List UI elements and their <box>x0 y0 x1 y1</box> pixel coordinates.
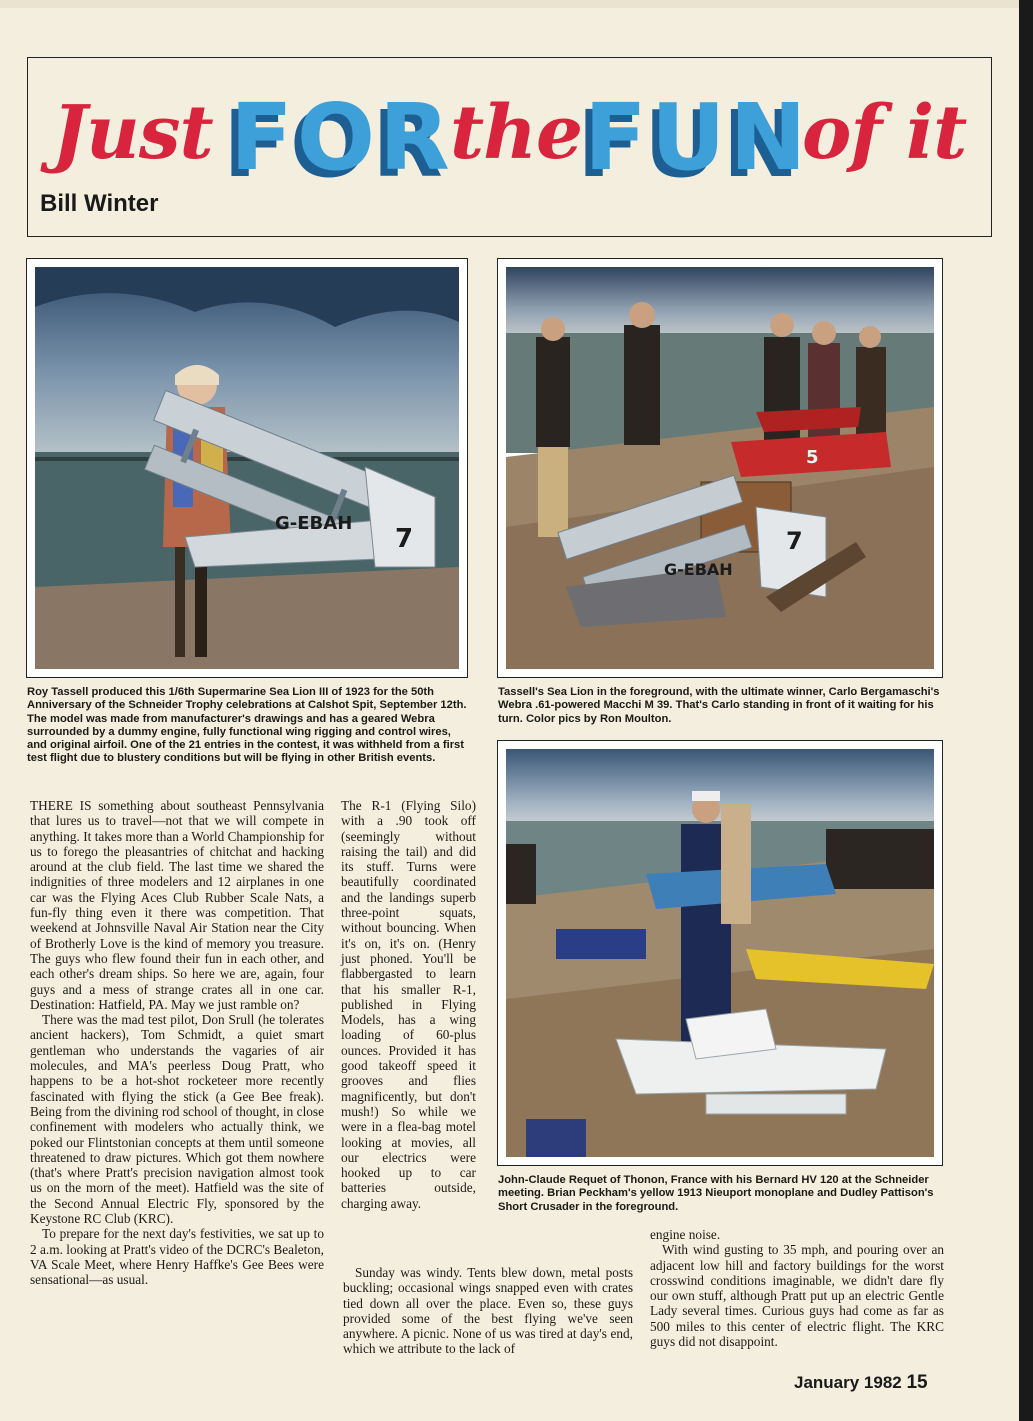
photo3-caption: John-Claude Requet of Thonon, France with his Bernard HV 120 at the Schneider meeting. Brian Peckham's yellow 1913 Nieuport monoplane and Dudley Pattison's Short Crusader in the foreground. <box>498 1174 934 1213</box>
article-column-4 <box>650 1227 944 1349</box>
photo-bernard-hv120 <box>497 740 943 1166</box>
photo1-race-number: 7 <box>395 524 414 554</box>
page-number: 15 <box>906 1372 928 1393</box>
title-word-for: FOR <box>230 84 454 191</box>
byline: Bill Winter <box>40 190 159 217</box>
article-paragraph: To prepare for the next day's festivities, we sat up to 2 a.m. looking at Pratt's video of the DCRC's Bealeton, VA Scale Meet, where Henry Haffke's Gee Bees were sensational—as usual. <box>30 1226 324 1288</box>
photo2-race-number: 7 <box>786 527 803 555</box>
article-paragraph: Sunday was windy. Tents blew down, metal posts buckling; occasional wings snapped even with crates tied down all over the place. Even so, these guys provided some of the best flying we've seen anywhere. A picnic. None of us was tired at day's end, which we attribute to the lack of <box>343 1265 633 1357</box>
photo2-registration-text: G-EBAH <box>664 560 733 579</box>
photo1-image <box>35 267 459 669</box>
photo1-registration-text: G-EBAH <box>275 513 353 534</box>
photo-roy-tassell-sea-lion <box>26 258 468 678</box>
article-column-2 <box>341 798 476 1211</box>
article-paragraph: There was the mad test pilot, Don Srull (he tolerates ancient hackers), Tom Schmidt, a quiet smart gentleman who understands the vagaries of air molecules, and MA's peerless Doug Pratt, who happens to be a hot-shot rocketeer more recently fascinated with flying the stick (a Gee Bee freak). Being from the divining rod school of thought, in close confinement with modelers who actually think, we poked our Flintstonian concepts at them until someone threatened to draw pictures. Which got them nowhere (that's where Pratt's precision navigation almost took us on the morn of the meet). Hatfield was the site of the Second Annual Electric Fly, sponsored by the Keystone RC Club (KRC). <box>30 1012 324 1227</box>
article-paragraph: THERE IS something about southeast Pennsylvania that lures us to travel—not that we will compete in anything. It takes more than a World Championship for us to forego the pleasantries of chitchat and hacking around at the club field. The last time we shared the indignities of three modelers and 12 airplanes in one car was the Flying Aces Club Rubber Scale Nats, a fun-fly thing even it there was competition. That weekend at Johnsville Naval Air Station near the City of Brotherly Love is the kind of memory you treasure. The guys who flew found their fun in each other, and each other's dream ships. So here we are, again, four guys and a mess of strange crates all in one car. Destination: Hatfield, PA. May we just ramble on? <box>30 798 324 1012</box>
article-paragraph: engine noise. <box>650 1227 721 1242</box>
page-top-edge <box>0 0 1033 8</box>
title-word-the: the <box>450 90 583 176</box>
photo2-image <box>506 267 934 669</box>
article-paragraph: With wind gusting to 35 mph, and pouring over an adjacent low hill and factory buildings for the worst crosswind conditions imaginable, we didn't dare fly our own stuff, although Pratt put up an electric Gentle Lady several times. Curious guys had come as far as 500 miles to this center of electric flight. The KRC guys did not disappoint. <box>650 1242 944 1350</box>
article-paragraph: The R-1 (Flying Silo) with a .90 took off (seemingly without raising the tail) and did its stuff. Turns were beautifully coordinated and the landings superb three-point squats, without bouncing. When it's on, it's on. (Henry just phoned. You'll be flabbergasted to learn that his smaller R-1, published in Flying Models, has a wing loading of 60-plus ounces. Provided it has good takeoff speed it grooves and flies magnificently, but don't mush!) So while we were in a flea-bag motel looking at movies, all our electrics were hooked up to car batteries outside, charging away. <box>341 798 476 1211</box>
scan-border <box>1019 0 1033 1421</box>
photo2-caption: Tassell's Sea Lion in the foreground, with the ultimate winner, Carlo Bergamaschi's Webra .61-powered Macchi M 39. That's Carlo standing in front of it waiting for his turn. Color pics by Ron Moulton. <box>498 686 940 725</box>
photo3-image <box>506 749 934 1157</box>
title-word-fun: FUN <box>584 84 811 191</box>
photo-macchi-m39-group <box>497 258 943 678</box>
title-word-just: Just <box>52 90 213 176</box>
issue-date: January 1982 <box>794 1373 902 1392</box>
title-words-of-it: of it <box>802 90 967 176</box>
article-title <box>42 72 982 192</box>
article-column-1 <box>30 798 324 1288</box>
article-column-3 <box>343 1265 633 1357</box>
page-footer <box>794 1372 928 1394</box>
photo2-red-plane-number: 5 <box>806 447 819 468</box>
photo1-caption: Roy Tassell produced this 1/6th Supermarine Sea Lion III of 1923 for the 50th Anniversary of the Schneider Trophy celebrations at Calshot Spit, September 12th. The model was made from manufacturer's drawings and has a geared Webra surrounded by a dummy engine, fully functional wing rigging and control wires, and original airfoil. One of the 21 entries in the contest, it was withheld from a first test flight due to blustery conditions but will be flying in other British events. <box>27 686 467 765</box>
title-box <box>27 57 992 237</box>
